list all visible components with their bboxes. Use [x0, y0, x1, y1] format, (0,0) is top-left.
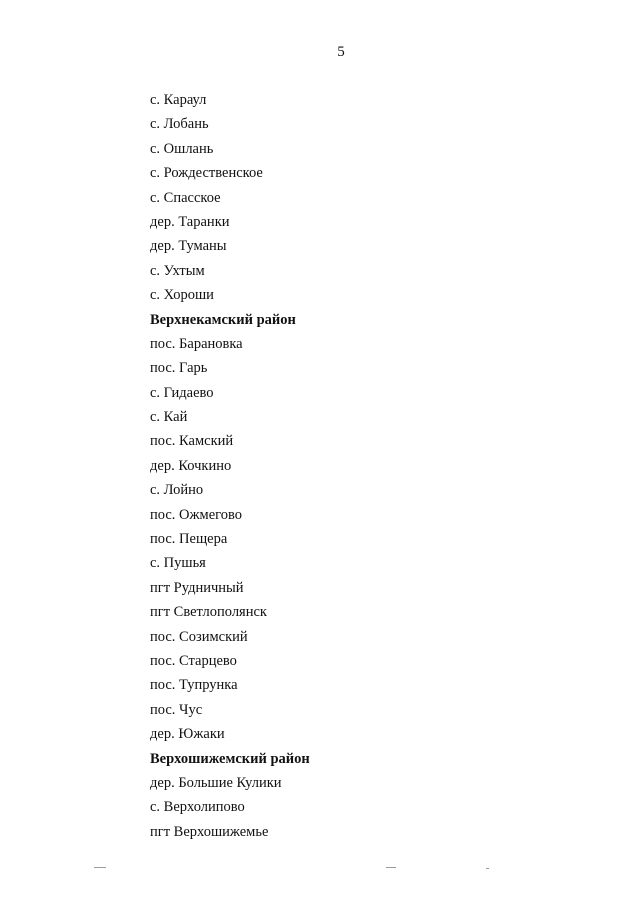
settlement-item: с. Ухтым [150, 262, 205, 279]
settlement-item: с. Пушья [150, 555, 206, 572]
settlement-item: пос. Созимский [150, 628, 248, 645]
settlement-item: пос. Чус [150, 701, 203, 718]
settlement-item: дер. Большие Кулики [150, 774, 282, 791]
settlement-item: пос. Ожмегово [150, 506, 242, 523]
settlement-item: с. Гидаево [150, 384, 214, 401]
settlement-item: пос. Тупрунка [150, 677, 238, 694]
settlement-item: дер. Южаки [150, 726, 225, 743]
settlement-item: пос. Гарь [150, 360, 208, 377]
district-heading: Верхнекамский район [150, 311, 296, 328]
settlement-item: с. Рождественское [150, 165, 263, 182]
settlement-item: с. Лобань [150, 116, 209, 133]
settlement-item: с. Ошлань [150, 140, 214, 157]
settlement-item: с. Хороши [150, 287, 214, 304]
settlement-list [150, 88, 310, 844]
settlement-item: пгт Рудничный [150, 579, 244, 596]
settlement-item: с. Кай [150, 409, 188, 426]
settlement-item: пос. Барановка [150, 335, 243, 352]
settlement-item: дер. Таранки [150, 213, 230, 230]
settlement-item: пос. Старцево [150, 652, 237, 669]
settlement-item: с. Караул [150, 92, 207, 108]
scan-speck [386, 867, 396, 868]
settlement-item: дер. Туманы [150, 238, 227, 255]
settlement-item: пгт Верхошижемье [150, 823, 269, 840]
page-number: 5 [337, 44, 345, 60]
scan-speck [486, 868, 489, 869]
settlement-item: с. Лойно [150, 482, 204, 499]
settlement-item: пгт Светлополянск [150, 604, 267, 621]
settlement-item: с. Верхолипово [150, 799, 245, 816]
settlement-item: дер. Кочкино [150, 457, 232, 474]
district-heading: Верхошижемский район [150, 750, 310, 767]
settlement-item: пос. Пещера [150, 531, 228, 548]
settlement-item: с. Спасское [150, 189, 221, 206]
settlement-item: пос. Камский [150, 433, 234, 450]
scan-speck [94, 867, 106, 868]
